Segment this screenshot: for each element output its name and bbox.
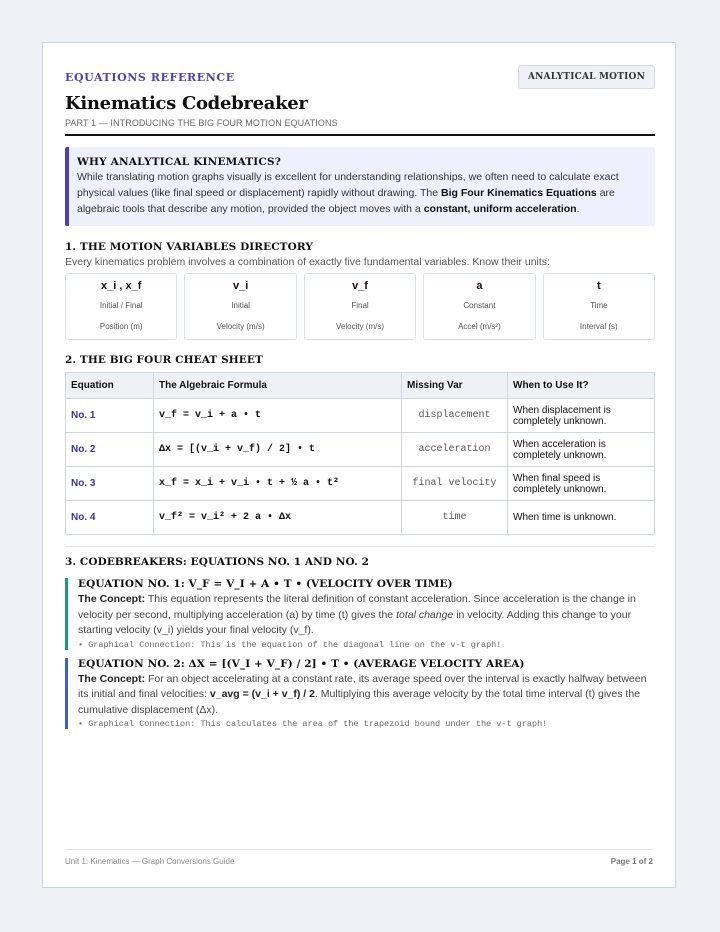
footer-guide-title: Unit 1: Kinematics — Graph Conversions Guide (65, 857, 235, 866)
formula: Δx = [(v_i + v_f) / 2] • t (154, 433, 402, 467)
variable-card-final-velocity: v_f Final Velocity (m/s) (304, 273, 416, 340)
footer-divider (65, 849, 653, 850)
missing-variable: displacement (402, 399, 508, 433)
formula: x_f = x_i + v_i • t + ½ a • t² (154, 467, 402, 501)
equation-number: No. 4 (66, 501, 154, 535)
document-page (42, 42, 676, 888)
callout-text: While translating motion graphs visually is excellent for understanding relationships, we often need to calculate exact physical values (like final speed or displacement) rapidly without drawing. The Big Four Kinematics Equations are algebraic tools that describe any motion, provided the object moves with a constant, uniform acceleration. (77, 171, 619, 215)
formula: v_f² = v_i² + 2 a • Δx (154, 501, 402, 535)
column-header: Missing Var (402, 373, 508, 399)
equation-1-graph-connection: • Graphical Connection: This is the equation of the diagonal line on the v-t graph! (78, 639, 502, 650)
variables-intro: Every kinematics problem involves a combination of exactly five fundamental variables. Know their units: (65, 256, 550, 268)
equation-2-concept: The Concept: For an object accelerating at a constant rate, its average speed over the interval is exactly halfway between its initial and final velocities: v_avg = (v_i + v_f) / 2. Multiplying this average velocity by the total time interval (t) gives the cumulative displacement (Δx). (78, 672, 647, 716)
equation-number: No. 3 (66, 467, 154, 501)
when-to-use: When final speed is completely unknown. (508, 467, 655, 501)
page-number: Page 1 of 2 (610, 857, 653, 866)
when-to-use: When acceleration is completely unknown. (508, 433, 655, 467)
column-header: When to Use It? (508, 373, 655, 399)
variable-card-position: x_i , x_f Initial / Final Position (m) (65, 273, 177, 340)
equation-number: No. 2 (66, 433, 154, 467)
callout-heading: WHY ANALYTICAL KINEMATICS? (77, 156, 282, 168)
table-row (66, 399, 655, 433)
equation-2-graph-connection: • Graphical Connection: This calculates the area of the trapezoid bound under the v-t graph! (78, 719, 548, 729)
analytical-motion-badge: ANALYTICAL MOTION (518, 65, 655, 89)
equation-2-title: EQUATION NO. 2: ΔX = [(V_I + V_F) / 2] • T • (AVERAGE VELOCITY AREA) (78, 657, 525, 670)
section-label: EQUATIONS REFERENCE (65, 71, 235, 84)
section-divider (65, 546, 655, 547)
why-callout (65, 147, 655, 226)
equation-1-title: EQUATION NO. 1: V_F = V_I + A • T • (VELOCITY OVER TIME) (78, 578, 453, 590)
equation-number: No. 1 (66, 399, 154, 433)
missing-variable: final velocity (402, 467, 508, 501)
cheat-sheet-table (65, 372, 655, 535)
page-subtitle: PART 1 — INTRODUCING THE BIG FOUR MOTION EQUATIONS (65, 118, 338, 128)
table-row (66, 501, 655, 535)
variable-card-time: t Time Interval (s) (543, 273, 655, 340)
equation-1-concept: The Concept: This equation represents the literal definition of constant acceleration. Since acceleration is the change in velocity per second, multiplying acceleration (a) by time (t) gives the total change in velocity. Adding this change to your starting velocity (v_i) yields your final velocity (v_f). (78, 593, 636, 636)
when-to-use: When displacement is completely unknown. (508, 399, 655, 433)
column-header: The Algebraic Formula (154, 373, 402, 399)
title-divider (65, 134, 655, 136)
codebreakers-heading: 3. CODEBREAKERS: EQUATIONS NO. 1 AND NO. 2 (65, 556, 370, 568)
variables-heading: 1. THE MOTION VARIABLES DIRECTORY (65, 241, 313, 253)
when-to-use: When time is unknown. (508, 501, 655, 535)
table-row (66, 467, 655, 501)
variable-card-acceleration: a Constant Accel (m/s²) (423, 273, 535, 340)
cheat-sheet-heading: 2. THE BIG FOUR CHEAT SHEET (65, 354, 263, 366)
missing-variable: acceleration (402, 433, 508, 467)
equation-2-explainer (65, 658, 655, 730)
column-header: Equation (66, 373, 154, 399)
variables-grid (65, 273, 655, 340)
formula: v_f = v_i + a • t (154, 399, 402, 433)
variable-card-initial-velocity: v_i Initial Velocity (m/s) (184, 273, 296, 340)
equation-1-explainer (65, 578, 655, 650)
missing-variable: time (402, 501, 508, 535)
table-row (66, 433, 655, 467)
page-title: Kinematics Codebreaker (65, 93, 308, 114)
